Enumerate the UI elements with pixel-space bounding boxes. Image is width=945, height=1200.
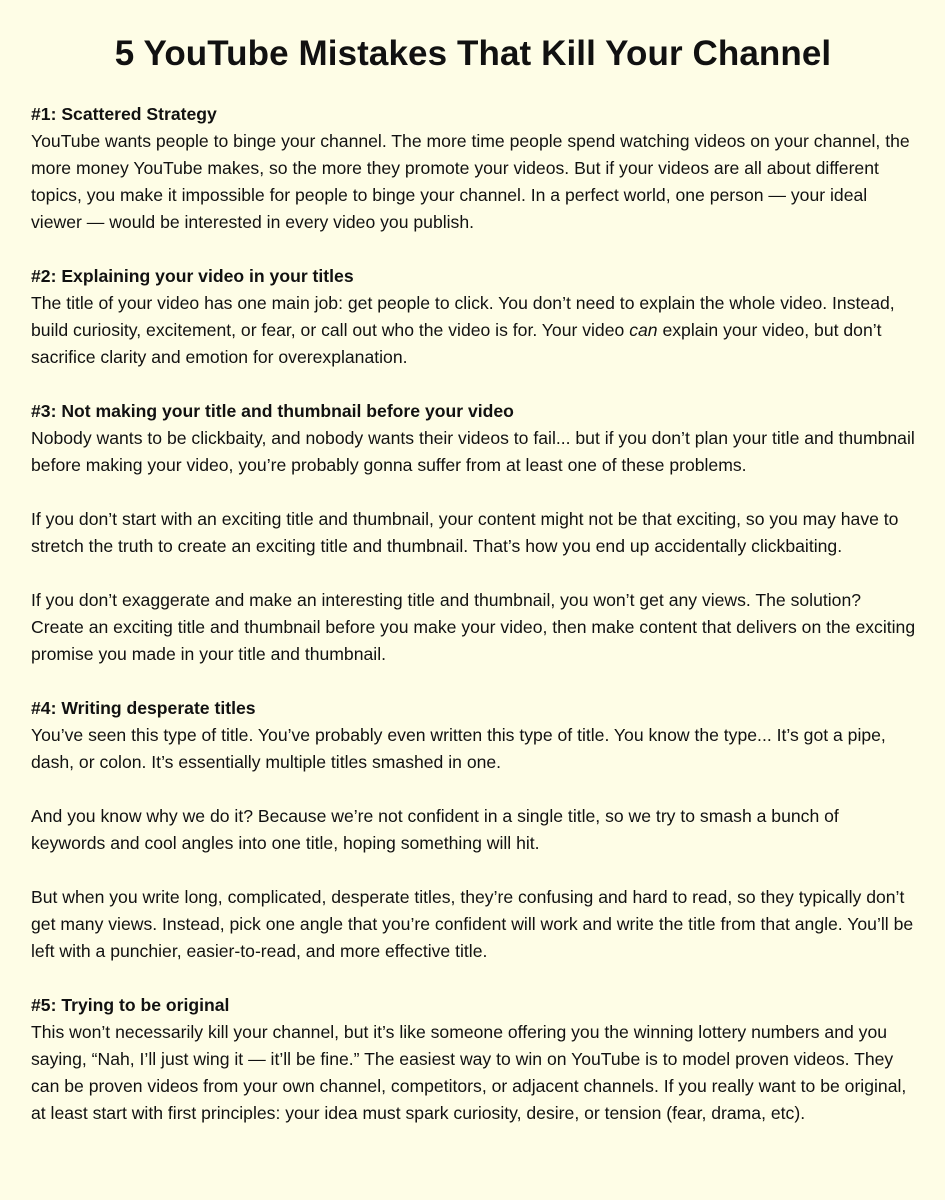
section-paragraph: YouTube wants people to binge your channel. The more time people spend watching videos on your channel, the more money YouTube makes, so the more they promote your videos. But if your videos are all about different topics, you make it impossible for people to binge your channel. In a perfect world, one person — your ideal viewer — would be interested in every video you publish.: [31, 131, 910, 232]
section-heading: #4: Writing desperate titles: [31, 698, 256, 718]
section-paragraph: This won’t necessarily kill your channel, but it’s like someone offering you the winning lottery numbers and you saying, “Nah, I’ll just wing it — it’ll be fine.” The easiest way to win on YouTube is to model proven videos. They can be proven videos from your own channel, competitors, or adjacent channels. If you really want to be original, at least start with first principles: your idea must spark curiosity, desire, or tension (fear, drama, etc).: [31, 1022, 907, 1123]
section-paragraph: And you know why we do it? Because we’re not confident in a single title, so we try to smash a bunch of keywords and cool angles into one title, hoping something will hit.: [31, 806, 839, 853]
section-4: [31, 695, 917, 965]
document-body: [31, 101, 917, 1154]
section-paragraph: [31, 290, 917, 371]
section-2: [31, 263, 917, 371]
section-5: [31, 992, 917, 1127]
section-1: [31, 101, 917, 236]
section-paragraph: If you don’t exaggerate and make an interesting title and thumbnail, you won’t get any views. The solution? Create an exciting title and thumbnail before you make your video, then make content that delivers on the exciting promise you made in your title and thumbnail.: [31, 590, 916, 664]
section-heading: #1: Scattered Strategy: [31, 104, 217, 124]
paragraph-text: The title of your video has one main job: get people to click. You don’t need to explain the whole video. Instead, build curiosity, excitement, or fear, or call out who the video is for. Your video: [31, 293, 895, 340]
section-heading: #3: Not making your title and thumbnail before your video: [31, 401, 514, 421]
section-heading: #5: Trying to be original: [31, 995, 230, 1015]
section-paragraph: You’ve seen this type of title. You’ve probably even written this type of title. You know the type... It’s got a pipe, dash, or colon. It’s essentially multiple titles smashed in one.: [31, 725, 886, 772]
section-paragraph: But when you write long, complicated, desperate titles, they’re confusing and hard to read, so they typically don’t get many views. Instead, pick one angle that you’re confident will work and write the title from that angle. You’ll be left with a punchier, easier-to-read, and more effective title.: [31, 887, 914, 961]
section-heading: #2: Explaining your video in your titles: [31, 266, 354, 286]
emphasized-word: can: [629, 320, 658, 340]
section-paragraph: If you don’t start with an exciting title and thumbnail, your content might not be that exciting, so you may have to stretch the truth to create an exciting title and thumbnail. That’s how you end up accidentally clickbaiting.: [31, 509, 899, 556]
paragraph-text: explain your video, but don’t sacrifice clarity and emotion for overexplanation.: [31, 320, 882, 367]
section-paragraph: Nobody wants to be clickbaity, and nobody wants their videos to fail... but if you don’t plan your title and thumbnail before making your video, you’re probably gonna suffer from at least one of these problems.: [31, 428, 915, 475]
page-title: 5 YouTube Mistakes That Kill Your Channel: [114, 34, 832, 73]
section-3: [31, 398, 917, 668]
